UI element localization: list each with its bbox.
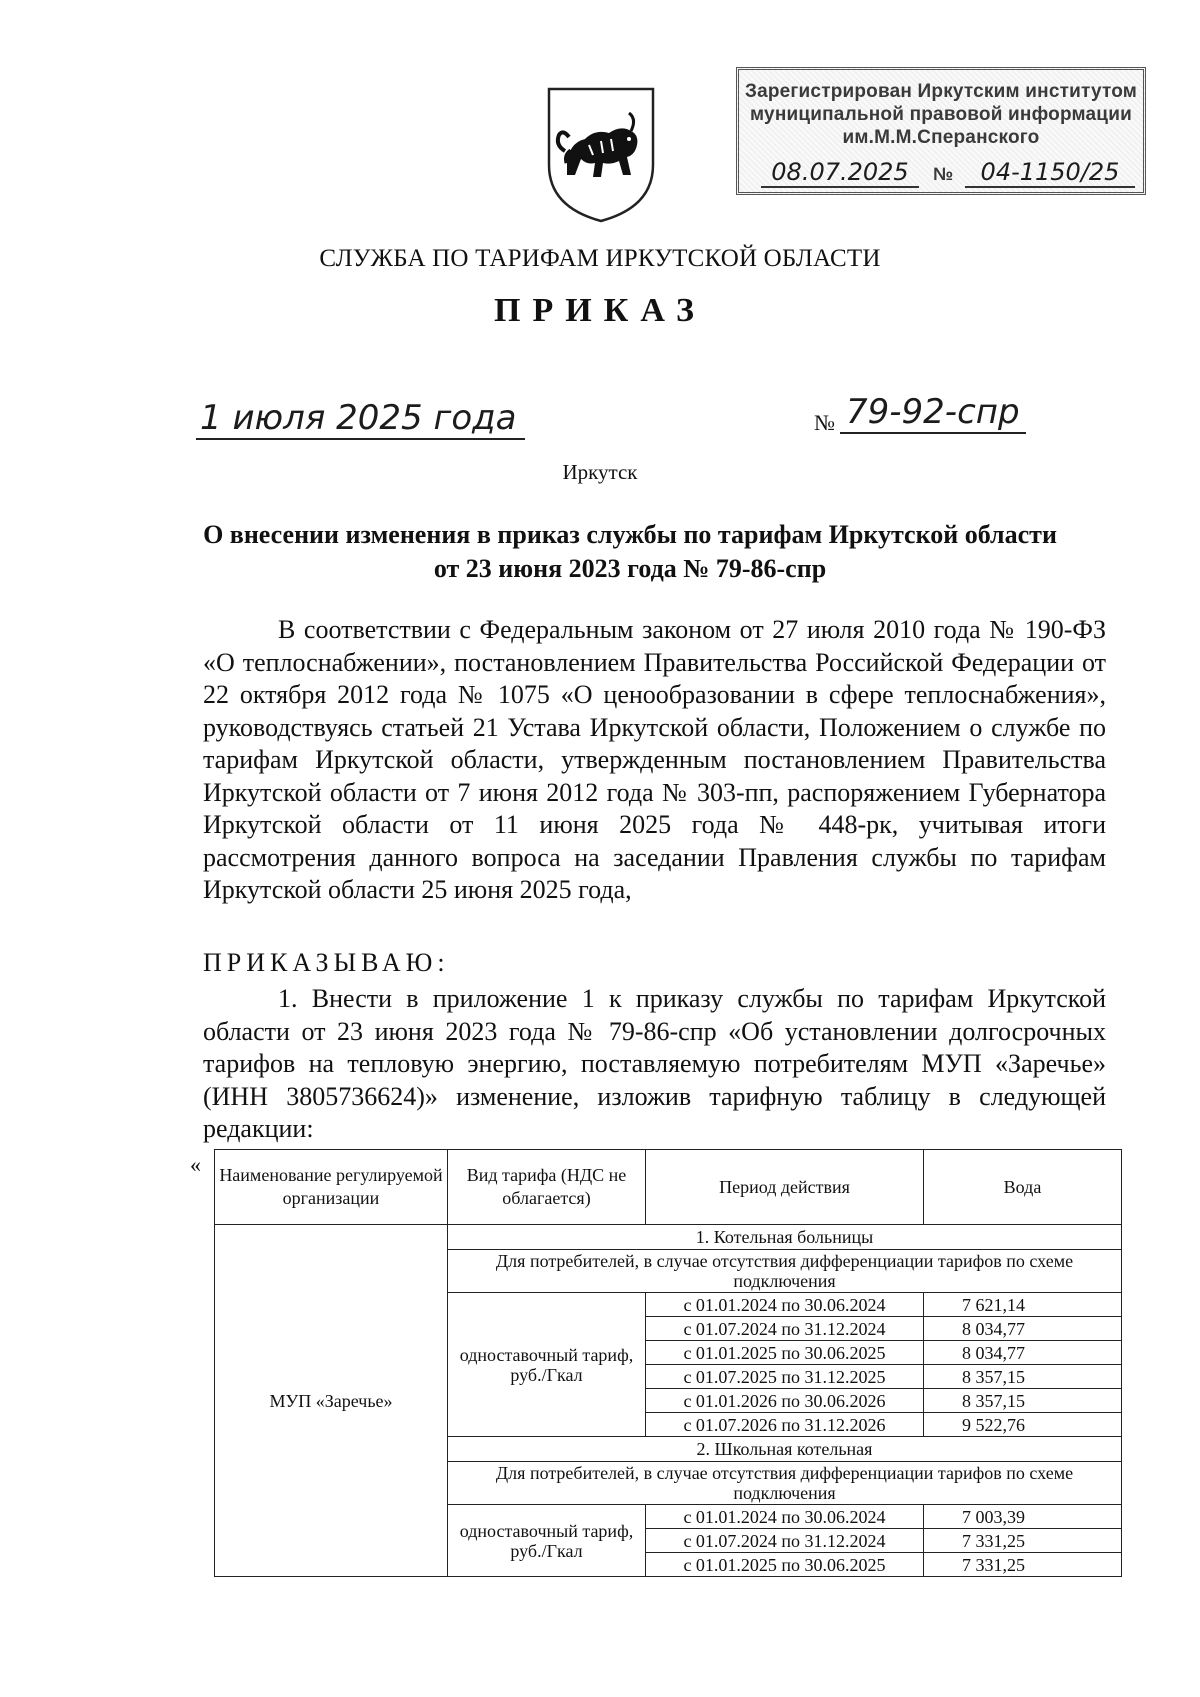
orders-word: ПРИКАЗЫВАЮ: (203, 948, 450, 977)
order-number-handwritten: 79-92-спр (840, 392, 1026, 434)
header-tariff-type: Вид тарифа (НДС не облагается) (448, 1150, 646, 1225)
section-title: 1. Котельная больницы (448, 1225, 1122, 1250)
tariff-type-cell: одноставочный тариф, руб./Гкал (448, 1293, 646, 1437)
period-cell: с 01.07.2026 по 31.12.2026 (646, 1413, 924, 1437)
document-title-line-2: от 23 июня 2023 года № 79-86-спр (433, 554, 827, 583)
value-cell: 7 331,25 (924, 1529, 1122, 1553)
stamp-date-handwritten: 08.07.2025 (761, 158, 919, 188)
organization-name: СЛУЖБА ПО ТАРИФАМ ИРКУТСКОЙ ОБЛАСТИ (319, 245, 881, 272)
stamp-line-2: муниципальной правовой информации (750, 104, 1132, 125)
document-type-heading: ПРИКАЗ (494, 292, 706, 329)
header-period: Период действия (646, 1150, 924, 1225)
stamp-line-1: Зарегистрирован Иркутским институтом (744, 81, 1138, 102)
document-title-line-1: О внесении изменения в приказ службы по тарифам Иркутской области (203, 520, 1057, 549)
header-water: Вода (924, 1150, 1122, 1225)
value-cell: 8 034,77 (924, 1317, 1122, 1341)
value-cell: 7 621,14 (924, 1293, 1122, 1317)
stamp-number-handwritten: 04-1150/25 (965, 158, 1135, 188)
section-condition: Для потребителей, в случае отсутствия дифференциации тарифов по схеме подключения (448, 1250, 1122, 1293)
section-title: 2. Школьная котельная (448, 1437, 1122, 1462)
period-cell: с 01.07.2025 по 31.12.2025 (646, 1365, 924, 1389)
value-cell: 8 357,15 (924, 1389, 1122, 1413)
coat-of-arms-emblem (545, 85, 657, 225)
preamble-paragraph: В соответствии с Федеральным законом от 27 июля 2010 года № 190-ФЗ «О теплоснабжении», постановлением Правительства Российской Федерации от 22 октября 2012 года № 1075 «О ценообразовании в сфере теплоснабжения», руководствуясь статьей 21 Устава Иркутской области, Положением о службе по тарифам Иркутской области, утвержденным постановлением Правительства Иркутской области от 7 июня 2012 года № 303-пп, распоряжением Губернатора Иркутской области от 11 июня 2025 года № 448-рк, учитывая итоги рассмотрения данного вопроса на заседании Правления службы по тарифам Иркутской области 25 июня 2025 года, (203, 615, 1106, 904)
table-section-row (215, 1225, 1122, 1250)
value-cell: 8 357,15 (924, 1365, 1122, 1389)
table-header-row (215, 1150, 1122, 1225)
period-cell: с 01.07.2024 по 31.12.2024 (646, 1529, 924, 1553)
value-cell: 7 003,39 (924, 1505, 1122, 1529)
period-cell: с 01.01.2025 по 30.06.2025 (646, 1341, 924, 1365)
organization-cell: МУП «Заречье» (215, 1225, 448, 1577)
value-cell: 7 331,25 (924, 1553, 1122, 1577)
stamp-line-3: им.М.М.Сперанского (842, 127, 1040, 148)
table-open-quote: « (190, 1152, 201, 1177)
period-cell: с 01.07.2024 по 31.12.2024 (646, 1317, 924, 1341)
stamp-number-label: № (933, 164, 954, 184)
order-item-1-paragraph: 1. Внести в приложение 1 к приказу службы по тарифам Иркутской области от 23 июня 2023 года № 79-86-спр «Об установлении долгосрочных тарифов на тепловую энергию, поставляемую потребителям МУП «Заречье» (ИНН 3805736624)» изменение, изложив тарифную таблицу в следующей редакции: (203, 984, 1106, 1143)
value-cell: 9 522,76 (924, 1413, 1122, 1437)
city-name: Иркутск (562, 460, 638, 484)
registration-stamp (736, 67, 1146, 195)
period-cell: с 01.01.2025 по 30.06.2025 (646, 1553, 924, 1577)
header-organization: Наименование регулируемой организации (215, 1150, 448, 1225)
order-number-label: № (814, 410, 835, 435)
order-date-handwritten: 1 июля 2025 года (196, 398, 525, 440)
tariff-table (214, 1149, 1122, 1577)
stamp-registration-row (753, 158, 1131, 190)
document-title (160, 518, 1100, 586)
value-cell: 8 034,77 (924, 1341, 1122, 1365)
period-cell: с 01.01.2026 по 30.06.2026 (646, 1389, 924, 1413)
period-cell: с 01.01.2024 по 30.06.2024 (646, 1505, 924, 1529)
tariff-type-cell: одноставочный тариф, руб./Гкал (448, 1505, 646, 1577)
section-condition: Для потребителей, в случае отсутствия дифференциации тарифов по схеме подключения (448, 1462, 1122, 1505)
period-cell: с 01.01.2024 по 30.06.2024 (646, 1293, 924, 1317)
